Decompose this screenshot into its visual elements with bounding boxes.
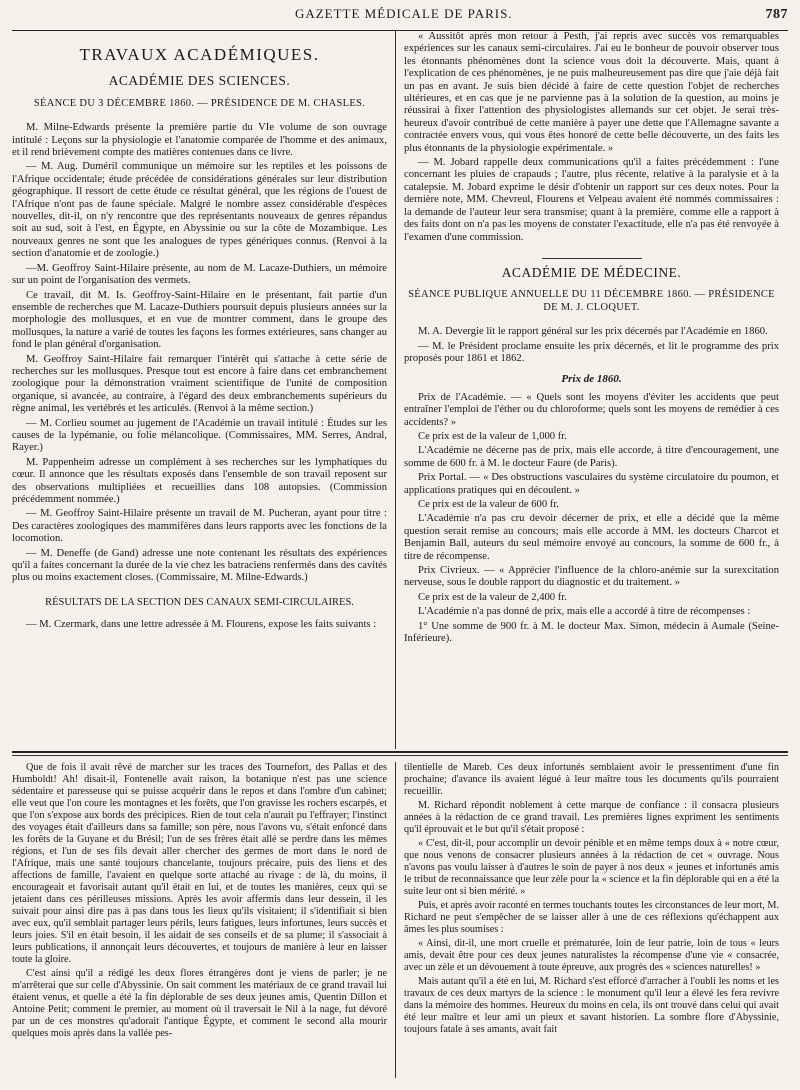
- paragraph: M. Geoffroy Saint-Hilaire fait remarquer l'intérêt qui s'attache à cette série de recherches sur les mollusques. Presque tout est encore à faire dans cet embranchement zoologique pour la démonstration vraiment scientifique de l'unité de composition organique, si avancée, au contraire, à l'égard des deux embranchements supérieurs du règne animal, les vertébrés et les articulés. (Renvoi à la même section.): [12, 353, 387, 415]
- paragraph: — M. le Président proclame ensuite les prix décernés, et lit le programme des prix proposés pour 1861 et 1862.: [404, 340, 779, 364]
- left-column: [12, 31, 395, 749]
- page-number: 787: [765, 7, 788, 22]
- paragraph: — M. Czermark, dans une lettre adressée à M. Flourens, expose les faits suivants :: [26, 619, 377, 631]
- paragraph: M. A. Devergie lit le rapport général sur les prix décernés par l'Académie en 1860.: [418, 326, 768, 338]
- upper-section: [12, 31, 788, 749]
- paragraph: — M. Geoffroy Saint-Hilaire présente un travail de M. Pucheran, ayant pour titre : Des caractères zoologiques des mammifères dans leurs rapports avec les fonctions de la locomotion.: [12, 508, 387, 545]
- academy-medicine-heading: ACADÉMIE DE MÉDECINE.: [501, 264, 682, 280]
- journal-title: GAZETTE MÉDICALE DE PARIS.: [294, 6, 513, 21]
- paragraph: Puis, et après avoir raconté en termes touchants toutes les circonstances de leur mort, M. Richard ne peut s'empêcher de se laisser aller à une de ces réflexions qu'échappent aux âmes les plus soumises :: [404, 900, 779, 935]
- paragraph: L'Académie n'a pas donné de prix, mais elle a accordé à titre de récompenses :: [418, 606, 751, 618]
- seance-heading: SÉANCE DU 3 DÉCEMBRE 1860. — PRÉSIDENCE DE M. CHASLES.: [33, 97, 366, 109]
- paragraph: — M. Aug. Duméril communique un mémoire sur les reptiles et les poissons de l'Afrique occidentale; étude précédée de considérations générales sur leur distribution géographique. Il ressort de cette étude ce résultat général, que les régions de l'ouest de l'Afrique n'ont pas de faune spéciale. Malgré le nombre assez considérable d'espèces nouvelles, dit-il, on n'y rencontre que des représentants nouveaux de genres répandus soit au sud, soit à l'est, en Égypte, en Abyssinie ou sur la côte de Mozambique. Les nouveaux genres ne sont que les analogues de types génériques connus. (Renvoi à la section d'anatomie et de zoologie.): [12, 161, 387, 260]
- prize-heading: Prix de 1860.: [561, 373, 622, 386]
- feuilleton-left-column: [12, 762, 395, 1078]
- academy-sciences-heading: ACADÉMIE DES SCIENCES.: [108, 73, 291, 89]
- paragraph: Prix Portal. — « Des obstructions vasculaires du système circulatoire du poumon, et applications pratiques qui en découlent. »: [404, 472, 779, 496]
- section-title: TRAVAUX ACADÉMIQUES.: [79, 45, 320, 64]
- paragraph: Ce travail, dit M. Is. Geoffroy-Saint-Hilaire en le présentant, fait partie d'un ensemble de recherches que M. Lacaze-Duthiers poursuit depuis plusieurs années sur la morphologie des mollusques, et en vue de montrer comment, dans le groupe des mollusques, la nature a varié de toutes les façons les formes extérieures, sans changer au fond le plan général d'organisation.: [12, 289, 387, 351]
- paragraph: Prix Civrieux. — « Apprécier l'influence de la chloro-anémie sur la surexcitation nerveuse, sous le double rapport du diagnostic et du traitement. »: [404, 565, 779, 589]
- paragraph: Prix de l'Académie. — « Quels sont les moyens d'éviter les accidents que peut entraîner l'emploi de l'éther ou du chloroforme; quels sont les moyens de remédier à ces accidents? »: [404, 391, 779, 428]
- paragraph: 1° Une somme de 900 fr. à M. le docteur Max. Simon, médecin à Aumale (Seine-Inférieure).: [404, 620, 779, 645]
- paragraph: L'Académie n'a pas cru devoir décerner de prix, et elle a décidé que la même question serait remise au concours; mais elle accorde à MM. les docteurs Charcot et Benjamin Ball, auteurs du seul mémoire envoyé au concours, la somme de 600 fr., à titre de récompense.: [404, 513, 779, 562]
- seance-heading: SÉANCE PUBLIQUE ANNUELLE DU 11 DÉCEMBRE 1860. — PRÉSIDENCE DE M. J. CLOQUET.: [408, 289, 775, 313]
- paragraph: L'Académie ne décerne pas de prix, mais elle accorde, à titre d'encouragement, une somme de 600 fr. à M. le docteur Faure (de Paris).: [404, 445, 779, 469]
- right-column: [396, 31, 779, 749]
- paragraph: M. Richard répondit noblement à cette marque de confiance : il consacra plusieurs années à la rédaction de ce grand travail. Les premières lignes expriment les sentiments qu'il éprouvait et le but qu'il s'était proposé :: [404, 800, 779, 835]
- paragraph: — M. Jobard rappelle deux communications qu'il a faites précédemment : l'une concernant les pluies de crapauds ; l'autre, plus récente, relative à la paralysie et à la catalepsie. M. Jobard exprime le désir d'obtenir un rapport sur ces deux notes. Pour la dernière note, MM. Chevreul, Flourens et Velpeau avaient été nommés commissaires : la demande de l'auteur leur sera transmise; quant à la première, comme elle a rapport à des faits dont on n'a pas les moyens de constater l'exactitude, elle n'a pas été renvoyée à l'examen d'une commission.: [404, 157, 779, 243]
- paragraph: « Aussitôt après mon retour à Pesth, j'ai repris avec succès vos remarquables expériences sur les canaux semi-circulaires. J'ai eu le bonheur de pouvoir observer tous les étonnants phénomènes dont la science vous doit la découverte. Mais, quant à l'explication de ces phénomènes, je ne puis malheureusement pas dire que j'aie déjà fait un pas en avant. Je suis bien décidé à faire de cette question l'objet de recherches ultérieures, et en cas que je ne parvienne pas à la solution de la question, au moins je réussirai à fixer l'attention des physiologistes allemands sur cet objet. Je serai très-heureux d'avoir contribué de cette manière à payer une dette que l'Allemagne savante a contractée envers vous, qui vous êtes honoré de cette belle découverte, un des faits les plus étonnants de la physiologie expérimentale. »: [404, 31, 779, 154]
- feuilleton-rule: [12, 751, 788, 753]
- paragraph: —M. Geoffroy Saint-Hilaire présente, au nom de M. Lacaze-Duthiers, un mémoire sur un point de l'organisation des vermets.: [12, 262, 387, 287]
- section-separator: [542, 258, 642, 259]
- paragraph: M. Pappenheim adresse un complément à ses recherches sur les lymphatiques du cœur. Il annonce que les résultats exposés dans l'ensemble de son travail reposent sur des observations multipliées et recueillies dans 108 autopsies. (Commission précédemment nommée.): [12, 456, 387, 505]
- paragraph: « Ainsi, dit-il, une mort cruelle et prématurée, loin de leur patrie, loin de tous « leurs amis, devait être pour ces deux jeunes naturalistes la récompense d'une vie « consacrée, avec un zèle et un dévouement à toute épreuve, aux progrès des « sciences naturelles! »: [404, 938, 779, 973]
- paragraph: Mais autant qu'il a été en lui, M. Richard s'est efforcé d'arracher à l'oubli les noms et les travaux de ces deux martyrs de la science : le monument qu'il leur a élevé les fera revivre dans la mémoire des hommes. Heureux du moins en cela, ils ont trouvé dans celui qui avait été leur maître et leur ami un pieux et savant historien. La sombre flore d'Abyssinie, toujours fatale à ses amants, avait fait: [404, 976, 779, 1035]
- feuilleton-rule-thin: [12, 755, 788, 756]
- paragraph: M. Milne-Edwards présente la première partie du VIe volume de son ouvrage intitulé : Leçons sur la physiologie et l'anatomie comparée de l'homme et des animaux, et il rend brièvement compte des matières contenues dans ce livre.: [12, 122, 387, 159]
- feuilleton-right-column: [396, 762, 779, 1078]
- paragraph: « C'est, dit-il, pour accomplir un devoir pénible et en même temps doux à « notre cœur, que nous venons de consacrer plusieurs années à la rédaction de cet « ouvrage. Nous n'avons pas voulu laisser à d'autres le soin de payer à nos deux « jeunes et infortunés amis le tribut de reconnaissance que leur zèle pour la « science et la fin déplorable qui en a été la suite leur ont si bien mérité. »: [404, 838, 779, 897]
- paragraph: Ce prix est de la valeur de 2,400 fr.: [418, 591, 567, 603]
- paragraph: tilentielle de Mareb. Ces deux infortunés semblaient avoir le pressentiment d'une fin prochaine; d'avance ils avaient légué à leur maître tous les documents qu'ils pourraient recueillir.: [404, 762, 779, 797]
- paragraph: C'est ainsi qu'il a rédigé les deux flores étrangères dont je viens de parler; je ne m'arrêterai que sur celle d'Abyssinie. On sait comment les matériaux de ce grand travail lui étaient venus, et quelle a été la fin déplorable de ses deux jeunes amis, Quentin Dillon et Antoine Petit; comment le premier, au moment où il traversait le Nil à la nage, fut dévoré par un de ces monstres qu'adorait l'antique Égypte, et comment le second alla mourir quelques mois après dans la vallée pes-: [12, 968, 387, 1039]
- paragraph: — M. Deneffe (de Gand) adresse une note contenant les résultats des expériences qu'il a faites concernant la durée de la vie chez les batraciens renfermés dans des cavités plus ou moins exactement closes. (Commissaire, M. Milne-Edwards.): [12, 547, 387, 584]
- paragraph: — M. Corlieu soumet au jugement de l'Académie un travail intitulé : Études sur les causes de la lypémanie, ou folie mélancolique. (Commissaires, MM. Serres, Andral, Rayer.): [12, 417, 387, 454]
- subsection-heading: RÉSULTATS DE LA SECTION DES CANAUX SEMI-CIRCULAIRES.: [45, 596, 354, 608]
- paragraph: Ce prix est de la valeur de 1,000 fr.: [418, 430, 567, 442]
- paragraph: Que de fois il avait rêvé de marcher sur les traces des Tournefort, des Pallas et des Humboldt! Ah! disait-il, Fontenelle avait raison, la botanique n'est pas une science sédentaire et paresseuse qui se puisse acquérir dans le repos et dans l'ombre d'un cabinet; elle veut que l'on coure les montagnes et les forêts, que l'on gravisse les rochers escarpés, et que l'on s'expose aux bords des précipices. Rien de tout cela n'aurait pu l'effrayer; l'instinct des voyages était d'ailleurs dans sa famille; son père, nous l'avons vu, s'était enfoncé dans les forêts de la Guyane et du Brésil; l'un de ses frères était allé se perdre dans les mêmes régions, et l'un de ses fils devait aller chercher des germes de mort dans le nord de l'Afrique, mais une santé toujours chancelante, toujours précaire, puis des liens et des affections de famille, l'avaient en quelque sorte attaché au rivage : de là, du moins, il encourageait et favorisait autant qu'il était en lui, et de toutes les manières, ceux qui se jetaient dans ces périlleuses missions. Après les avoir affermis dans leur dessein, il les suivait pour ainsi dire pas à pas dans tous les lieux qu'ils visitaient; il s'identifiait si bien avec eux, qu'il semblait partager leurs périls, leurs fatigues, leurs infortunes, leurs succès et leurs joies. S'il en était besoin, il les aidait de ses conseils et de sa plume; il s'associait à leurs publications, il annonçait leurs découvertes, et toujours de manière à leur en laisser toute la gloire.: [12, 762, 387, 965]
- paragraph: Ce prix est de la valeur de 600 fr.: [418, 499, 559, 510]
- feuilleton-section: [12, 762, 788, 1078]
- page-header: [12, 6, 788, 28]
